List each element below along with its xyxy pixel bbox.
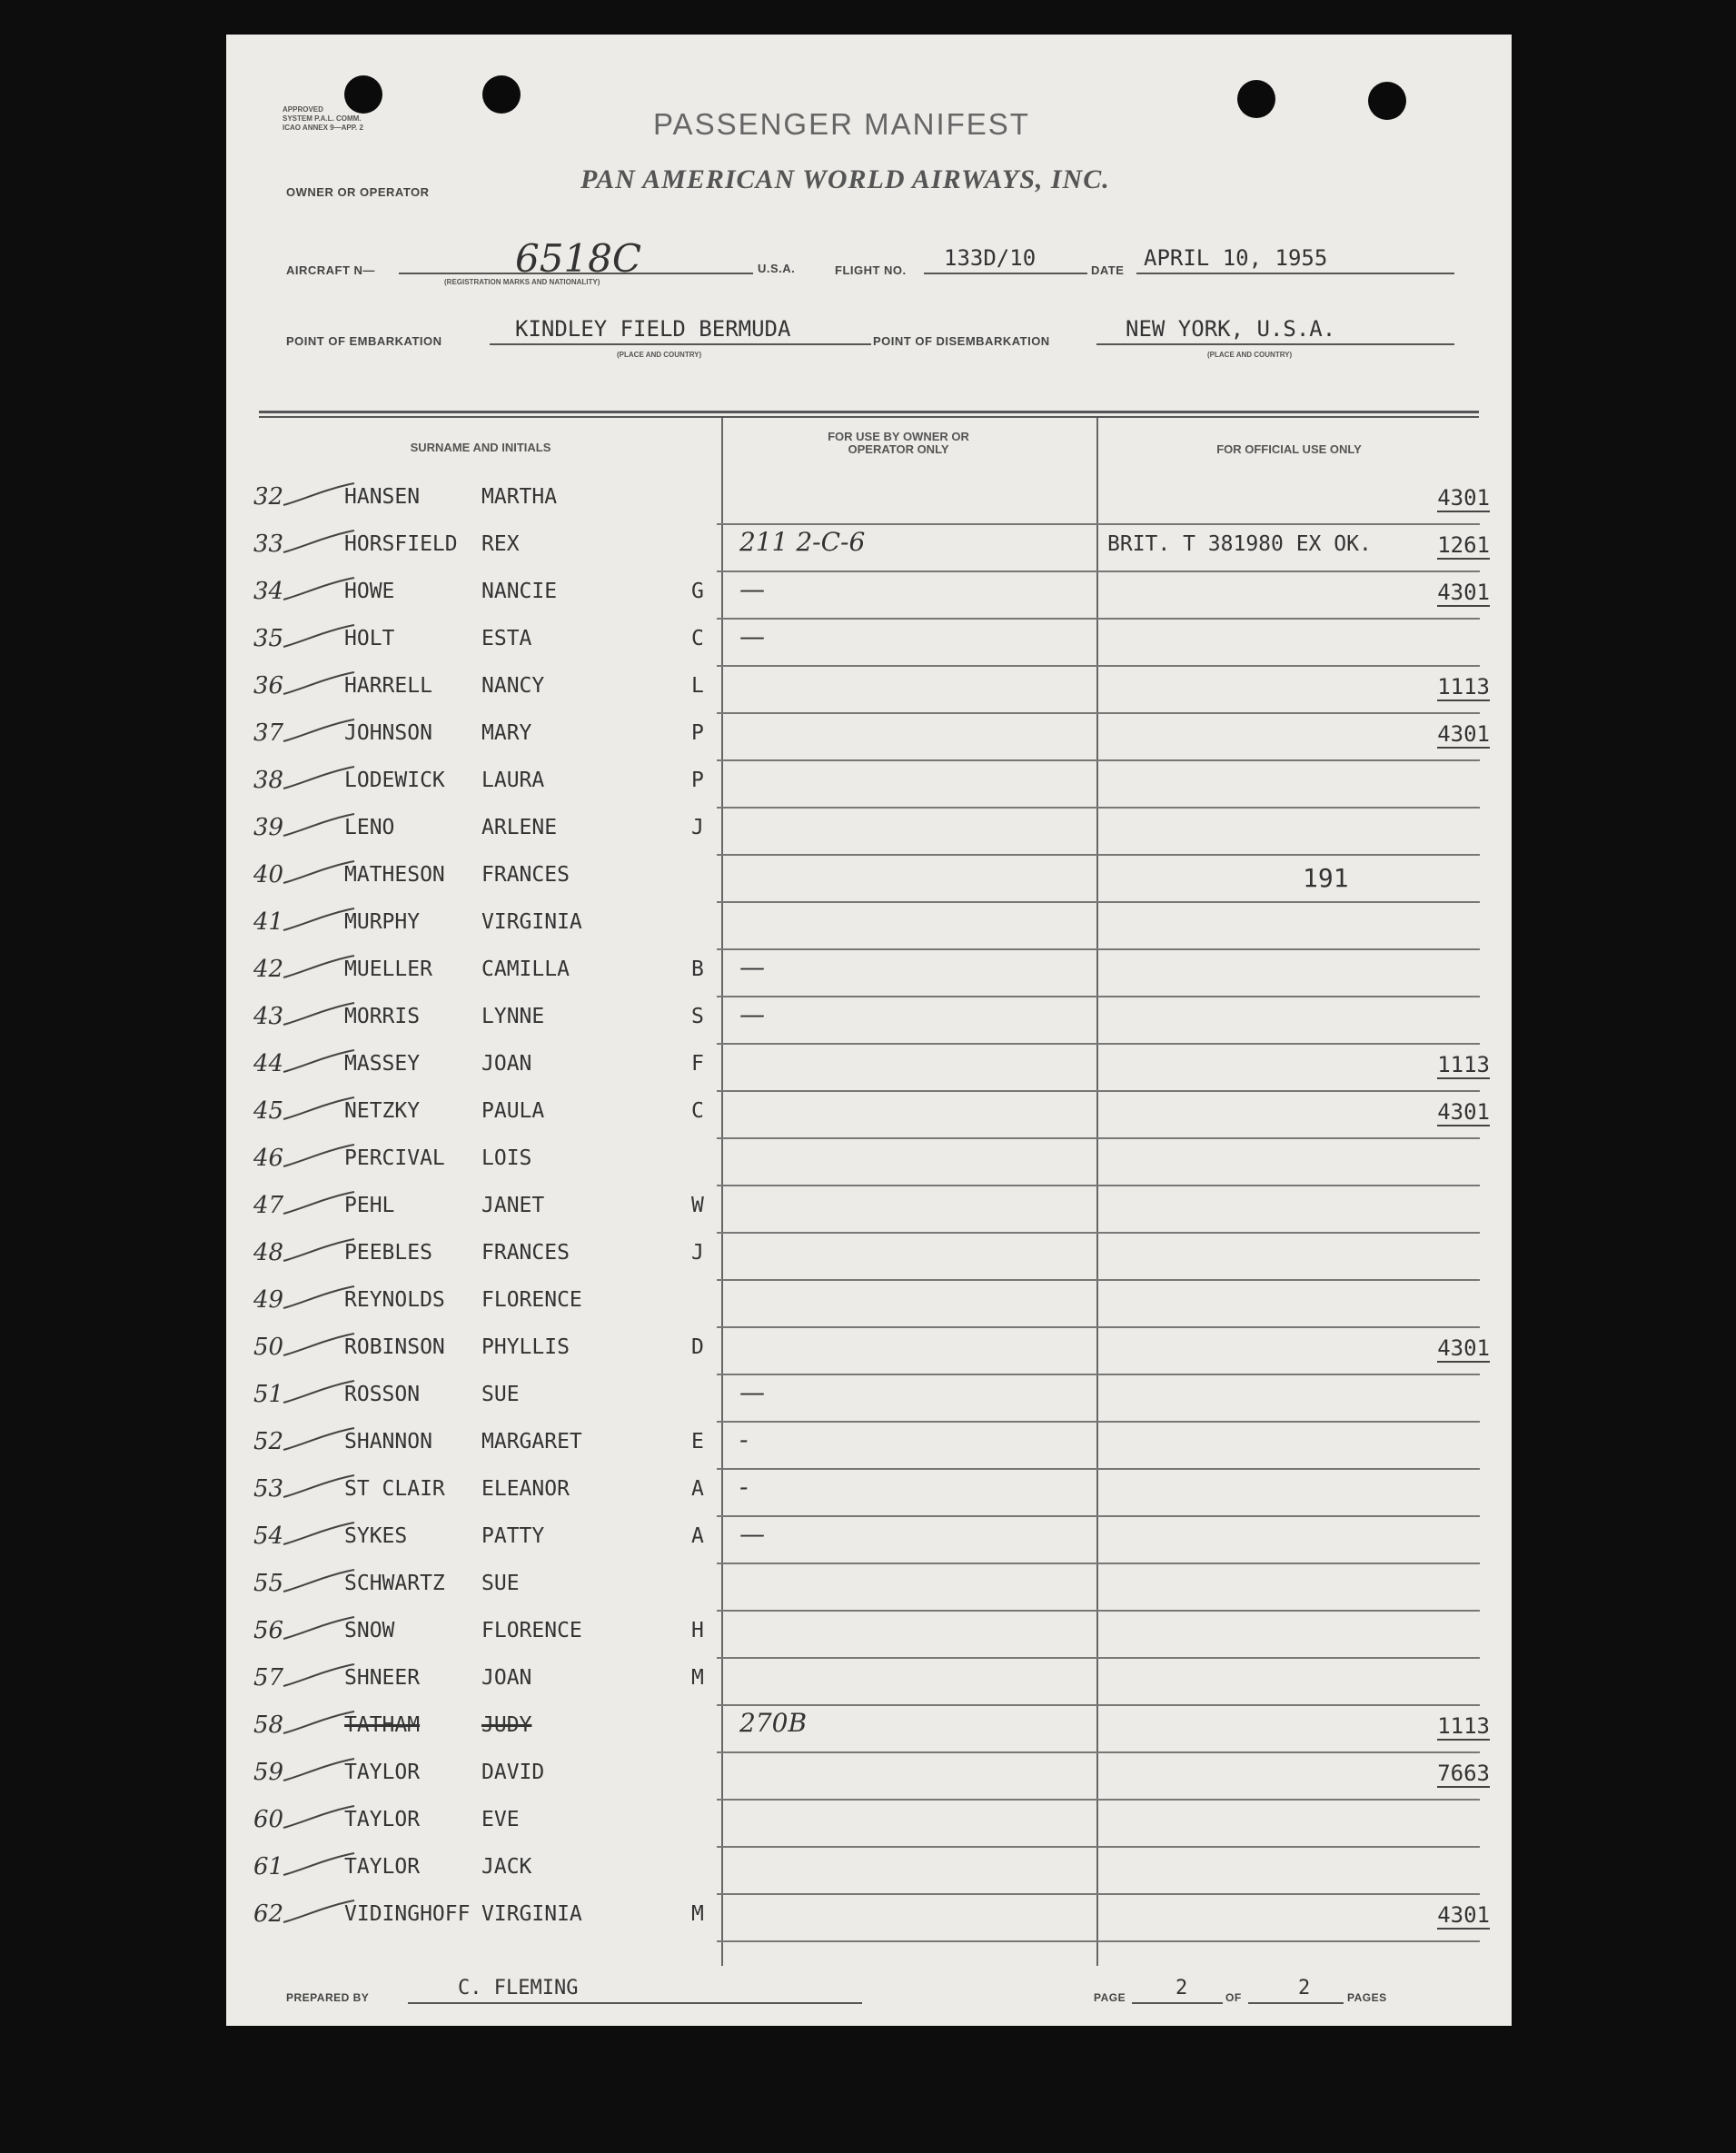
passenger-number: 57	[253, 1664, 284, 1692]
passenger-number: 35	[253, 625, 284, 652]
passenger-given-name: NANCY	[481, 674, 545, 698]
operator-note: 211 2-C-6	[739, 527, 866, 557]
passenger-number: 46	[253, 1145, 284, 1172]
passenger-given-name: REX	[481, 532, 520, 556]
punch-hole	[1237, 80, 1275, 118]
passenger-row	[226, 1517, 1512, 1564]
passenger-given-name: LAURA	[481, 769, 545, 792]
prepared-value: C. FLEMING	[458, 1977, 579, 1999]
passenger-given-name: JACK	[481, 1855, 532, 1879]
passenger-number: 61	[253, 1853, 284, 1880]
usa-label: U.S.A.	[758, 262, 796, 275]
passenger-number: 59	[253, 1759, 284, 1786]
passenger-number: 62	[253, 1900, 284, 1928]
passenger-surname: HOLT	[344, 627, 395, 650]
passenger-number: 42	[253, 956, 284, 983]
passenger-number: 51	[253, 1381, 284, 1408]
passenger-number: 41	[253, 908, 284, 936]
passenger-row	[226, 903, 1512, 950]
passenger-number: 39	[253, 814, 284, 841]
manifest-page	[226, 35, 1512, 2026]
passenger-initial: P	[691, 721, 704, 745]
passenger-surname: LENO	[344, 816, 395, 839]
passenger-surname: MURPHY	[344, 910, 421, 934]
punch-hole	[1368, 82, 1406, 120]
passenger-surname: JOHNSON	[344, 721, 432, 745]
passenger-initial: C	[691, 627, 704, 650]
owner-label: OWNER OR OPERATOR	[286, 185, 430, 199]
operator-name: PAN AMERICAN WORLD AIRWAYS, INC.	[580, 164, 1110, 194]
passenger-given-name: NANCIE	[481, 580, 558, 603]
passenger-number: 40	[253, 861, 284, 888]
passenger-given-name: VIRGINIA	[481, 910, 582, 934]
passenger-row	[226, 525, 1512, 572]
passenger-given-name: EVE	[481, 1808, 520, 1831]
passenger-initial: M	[691, 1666, 704, 1690]
operator-note: 270B	[739, 1708, 808, 1738]
official-code: 1113	[1437, 1052, 1490, 1077]
passenger-initial: M	[691, 1902, 704, 1926]
official-note: 191	[1303, 863, 1349, 893]
passenger-given-name: MARY	[481, 721, 532, 745]
passenger-initial: B	[691, 957, 704, 981]
page-title: PASSENGER MANIFEST	[653, 107, 1030, 141]
registration-caption: (REGISTRATION MARKS AND NATIONALITY)	[444, 278, 600, 286]
passenger-given-name: ELEANOR	[481, 1477, 570, 1501]
passenger-surname: SHANNON	[344, 1430, 432, 1454]
passenger-surname: PEHL	[344, 1194, 395, 1217]
operator-note: -	[739, 1472, 749, 1502]
passenger-number: 60	[253, 1806, 284, 1833]
passenger-number: 47	[253, 1192, 284, 1219]
operator-note: -	[739, 1424, 749, 1454]
passenger-surname: PERCIVAL	[344, 1146, 445, 1170]
passenger-given-name: MARGARET	[481, 1430, 582, 1454]
approval-line-3: ICAO ANNEX 9—APP. 2	[283, 124, 363, 132]
passenger-row	[226, 1423, 1512, 1470]
aircraft-value: 6518C	[515, 236, 642, 281]
operator-note: —	[739, 1519, 765, 1549]
passenger-number: 56	[253, 1617, 284, 1644]
passenger-row	[226, 667, 1512, 714]
operator-note: —	[739, 1377, 765, 1407]
passenger-number: 37	[253, 719, 284, 747]
passenger-row	[226, 620, 1512, 667]
passenger-surname: ROSSON	[344, 1383, 421, 1406]
passenger-given-name: PHYLLIS	[481, 1335, 570, 1359]
passenger-surname: ST CLAIR	[344, 1477, 445, 1501]
passenger-number: 32	[253, 483, 284, 511]
official-code: 1113	[1437, 674, 1490, 699]
passenger-given-name: LYNNE	[481, 1005, 545, 1028]
passenger-row	[226, 572, 1512, 620]
column-surname: SURNAME AND INITIALS	[410, 441, 551, 454]
disembark-value: NEW YORK, U.S.A.	[1126, 316, 1336, 342]
passenger-row	[226, 478, 1512, 525]
passenger-row	[226, 1186, 1512, 1234]
passenger-surname: PEEBLES	[344, 1241, 432, 1265]
passenger-surname: SNOW	[344, 1619, 395, 1642]
place-caption-disembark: (PLACE AND COUNTRY)	[1207, 351, 1293, 359]
passenger-number: 34	[253, 578, 284, 605]
passenger-given-name: MARTHA	[481, 485, 558, 509]
passenger-initial: G	[691, 580, 704, 603]
official-code: 1113	[1437, 1713, 1490, 1739]
passenger-number: 55	[253, 1570, 284, 1597]
passenger-row	[226, 714, 1512, 761]
operator-note: —	[739, 952, 765, 982]
column-official: FOR OFFICIAL USE ONLY	[1216, 442, 1362, 456]
official-code: 4301	[1437, 1902, 1490, 1928]
operator-note: —	[739, 621, 765, 651]
official-code: 4301	[1437, 580, 1490, 605]
passenger-row	[226, 1612, 1512, 1659]
passenger-row	[226, 997, 1512, 1045]
passenger-row	[226, 1848, 1512, 1895]
embark-value: KINDLEY FIELD BERMUDA	[515, 316, 791, 342]
passenger-initial: J	[691, 1241, 704, 1265]
passenger-row	[226, 1706, 1512, 1753]
operator-note: —	[739, 574, 765, 604]
passenger-number: 48	[253, 1239, 284, 1266]
passenger-surname: REYNOLDS	[344, 1288, 445, 1312]
passenger-row	[226, 1753, 1512, 1801]
passenger-row	[226, 950, 1512, 997]
operator-note: —	[739, 999, 765, 1029]
passenger-given-name: ESTA	[481, 627, 532, 650]
passenger-surname: MATHESON	[344, 863, 445, 887]
passenger-initial: D	[691, 1335, 704, 1359]
passenger-row	[226, 1139, 1512, 1186]
embark-label: POINT OF EMBARKATION	[286, 334, 442, 348]
passenger-given-name: JUDY	[481, 1713, 532, 1737]
passenger-surname: NETZKY	[344, 1099, 421, 1123]
passenger-number: 53	[253, 1475, 284, 1503]
passenger-given-name: FLORENCE	[481, 1619, 582, 1642]
official-note: BRIT. T 381980 EX OK.	[1107, 532, 1372, 556]
passenger-surname: HOWE	[344, 580, 395, 603]
official-code: 1261	[1437, 532, 1490, 558]
passenger-number: 50	[253, 1334, 284, 1361]
passenger-row	[226, 1328, 1512, 1375]
passenger-given-name: JANET	[481, 1194, 545, 1217]
passenger-surname: MUELLER	[344, 957, 432, 981]
passenger-surname: VIDINGHOFF	[344, 1902, 471, 1926]
passenger-given-name: FRANCES	[481, 1241, 570, 1265]
passenger-number: 58	[253, 1711, 284, 1739]
passenger-given-name: PATTY	[481, 1524, 545, 1548]
punch-hole	[344, 75, 382, 114]
official-code: 4301	[1437, 1099, 1490, 1125]
passenger-given-name: JOAN	[481, 1052, 532, 1076]
disembark-label: POINT OF DISEMBARKATION	[873, 334, 1050, 348]
passenger-number: 45	[253, 1097, 284, 1125]
passenger-surname: MORRIS	[344, 1005, 421, 1028]
passenger-surname: TAYLOR	[344, 1761, 421, 1784]
flight-label: FLIGHT NO.	[835, 263, 907, 277]
passenger-surname: ROBINSON	[344, 1335, 445, 1359]
passenger-given-name: ARLENE	[481, 816, 558, 839]
passenger-surname: SHNEER	[344, 1666, 421, 1690]
pages-label: PAGES	[1347, 1991, 1387, 2004]
passenger-row	[226, 856, 1512, 903]
flight-value: 133D/10	[944, 245, 1037, 271]
aircraft-label: AIRCRAFT N—	[286, 263, 375, 277]
prepared-label: PREPARED BY	[286, 1991, 370, 2004]
passenger-initial: P	[691, 769, 704, 792]
page-value: 2	[1176, 1977, 1188, 1999]
passenger-surname: MASSEY	[344, 1052, 421, 1076]
passenger-surname: SCHWARTZ	[344, 1572, 445, 1595]
approval-line-1: APPROVED	[283, 105, 323, 114]
passenger-initial: C	[691, 1099, 704, 1123]
passenger-initial: H	[691, 1619, 704, 1642]
passenger-initial: S	[691, 1005, 704, 1028]
passenger-row	[226, 1092, 1512, 1139]
punch-hole	[482, 75, 521, 114]
passenger-number: 36	[253, 672, 284, 699]
passenger-given-name: CAMILLA	[481, 957, 570, 981]
passenger-given-name: FRANCES	[481, 863, 570, 887]
passenger-number: 43	[253, 1003, 284, 1030]
date-value: APRIL 10, 1955	[1144, 245, 1328, 271]
approval-line-2: SYSTEM P.A.L. COMM.	[283, 114, 362, 123]
passenger-given-name: LOIS	[481, 1146, 532, 1170]
page-label: PAGE	[1094, 1991, 1126, 2004]
passenger-number: 33	[253, 531, 284, 558]
passenger-surname: HARRELL	[344, 674, 432, 698]
official-code: 4301	[1437, 485, 1490, 511]
passenger-surname: TAYLOR	[344, 1855, 421, 1879]
of-label: OF	[1225, 1991, 1242, 2004]
passenger-surname: LODEWICK	[344, 769, 445, 792]
passenger-number: 44	[253, 1050, 284, 1077]
passenger-row	[226, 1801, 1512, 1848]
passenger-surname: TATHAM	[344, 1713, 421, 1737]
official-code: 7663	[1437, 1761, 1490, 1786]
official-code: 4301	[1437, 721, 1490, 747]
passenger-initial: E	[691, 1430, 704, 1454]
column-owner-use: FOR USE BY OWNER OR OPERATOR ONLY	[828, 430, 969, 456]
passenger-initial: L	[691, 674, 704, 698]
passenger-given-name: DAVID	[481, 1761, 545, 1784]
passenger-row	[226, 1375, 1512, 1423]
passenger-row	[226, 1281, 1512, 1328]
date-label: DATE	[1091, 263, 1125, 277]
official-code: 4301	[1437, 1335, 1490, 1361]
passenger-given-name: JOAN	[481, 1666, 532, 1690]
of-value: 2	[1298, 1977, 1311, 1999]
passenger-surname: HORSFIELD	[344, 532, 458, 556]
passenger-initial: J	[691, 816, 704, 839]
passenger-row	[226, 1659, 1512, 1706]
passenger-number: 49	[253, 1286, 284, 1314]
place-caption-embark: (PLACE AND COUNTRY)	[617, 351, 702, 359]
passenger-row	[226, 1234, 1512, 1281]
passenger-surname: TAYLOR	[344, 1808, 421, 1831]
passenger-surname: HANSEN	[344, 485, 421, 509]
passenger-row	[226, 1895, 1512, 1942]
passenger-surname: SYKES	[344, 1524, 408, 1548]
passenger-number: 52	[253, 1428, 284, 1455]
passenger-row	[226, 809, 1512, 856]
passenger-row	[226, 1564, 1512, 1612]
passenger-given-name: VIRGINIA	[481, 1902, 582, 1926]
passenger-given-name: SUE	[481, 1572, 520, 1595]
passenger-row	[226, 1045, 1512, 1092]
passenger-initial: A	[691, 1477, 704, 1501]
passenger-number: 38	[253, 767, 284, 794]
passenger-number: 54	[253, 1523, 284, 1550]
passenger-given-name: SUE	[481, 1383, 520, 1406]
passenger-initial: A	[691, 1524, 704, 1548]
passenger-row	[226, 761, 1512, 809]
passenger-given-name: FLORENCE	[481, 1288, 582, 1312]
passenger-initial: W	[691, 1194, 704, 1217]
passenger-initial: F	[691, 1052, 704, 1076]
passenger-row	[226, 1470, 1512, 1517]
passenger-given-name: PAULA	[481, 1099, 545, 1123]
